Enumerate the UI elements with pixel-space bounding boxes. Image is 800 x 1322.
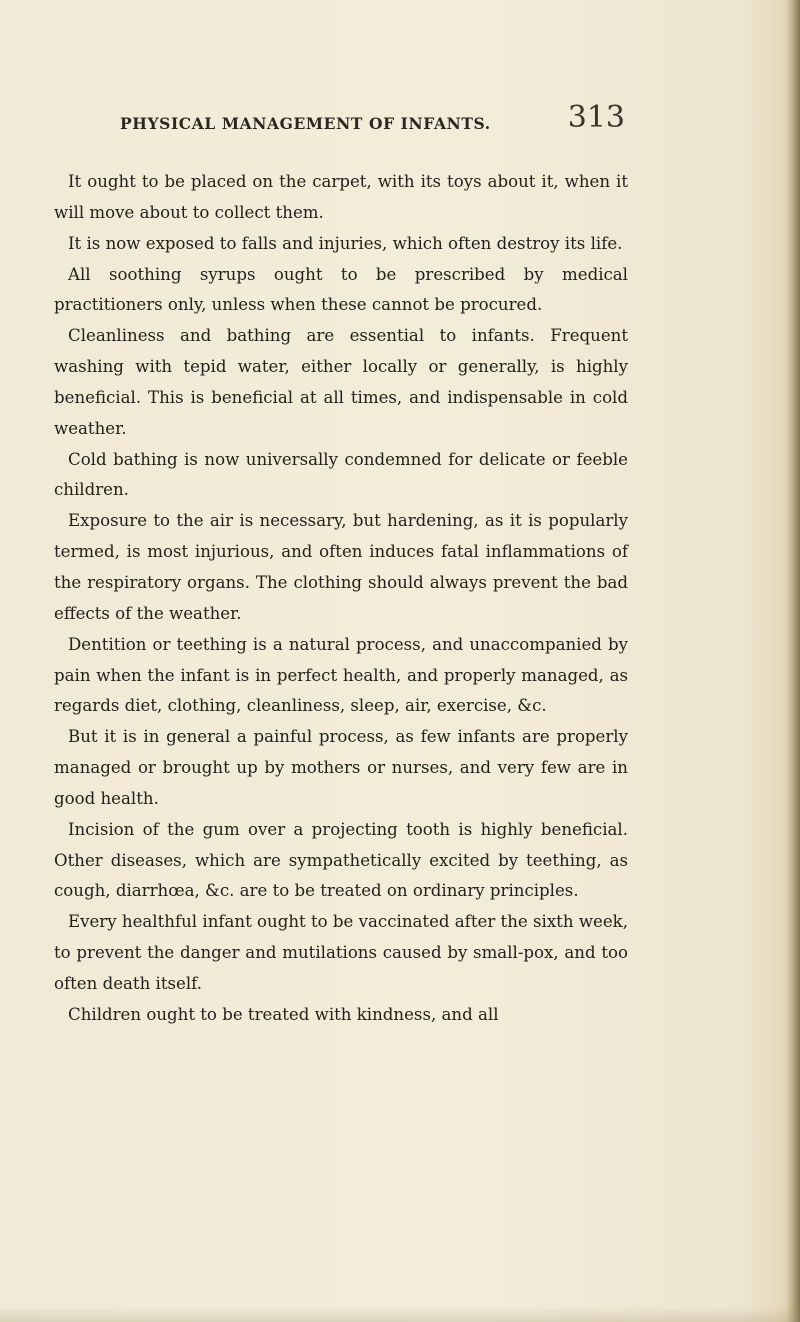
paragraph-painful-process: But it is in general a painful process, as few infants are properly managed or brought up by mothers or nurses, and very few are in good health.: [54, 727, 628, 808]
page-number: 313: [567, 100, 625, 135]
paragraph-vaccination: Every healthful infant ought to be vaccinated after the sixth week, to prevent the danger and mutilations caused by small-pox, and too often death itself.: [54, 912, 628, 993]
paragraph-dentition: Dentition or teething is a natural process, and unaccompanied by pain when the infant is in perfect health, and properly managed, as regards diet, clothing, cleanliness, sleep, air, exercise, &c.: [54, 634, 628, 716]
paragraph-incision: Incision of the gum over a projecting tooth is highly beneficial. Other diseases, which are sympathetically excited by teething, as cough, diarrhœa, &c. are to be treated on ordinary principles.: [54, 819, 628, 901]
paragraph-syrups: All soothing syrups ought to be prescribed by medical practitioners only, unless when these cannot be procured.: [54, 264, 628, 315]
page-header: [120, 92, 625, 142]
paragraph-cleanliness: Cleanliness and bathing are essential to infants. Frequent washing with tepid water, either locally or generally, is highly beneficial. This is beneficial at all times, and indispensable in cold weather.: [54, 326, 628, 438]
page-binding-edge: [786, 0, 800, 1322]
page-bottom-edge: [0, 1306, 800, 1322]
running-title: PHYSICAL MANAGEMENT OF INFANTS.: [120, 114, 491, 133]
body-text: [54, 167, 628, 1031]
paragraph-cold-bathing: Cold bathing is now universally condemned for delicate or feeble children.: [54, 449, 628, 500]
paragraph-toys: It ought to be placed on the carpet, with its toys about it, when it will move about to collect them.: [54, 172, 628, 222]
paragraph-kindness: Children ought to be treated with kindness, and all: [68, 1004, 499, 1024]
paragraph-falls: It is now exposed to falls and injuries, which often destroy its life.: [68, 233, 623, 253]
paragraph-exposure: Exposure to the air is necessary, but hardening, as it is popularly termed, is most injurious, and often induces fatal inflammations of the respiratory organs. The clothing should always prevent the bad effects of the weather.: [54, 511, 628, 623]
